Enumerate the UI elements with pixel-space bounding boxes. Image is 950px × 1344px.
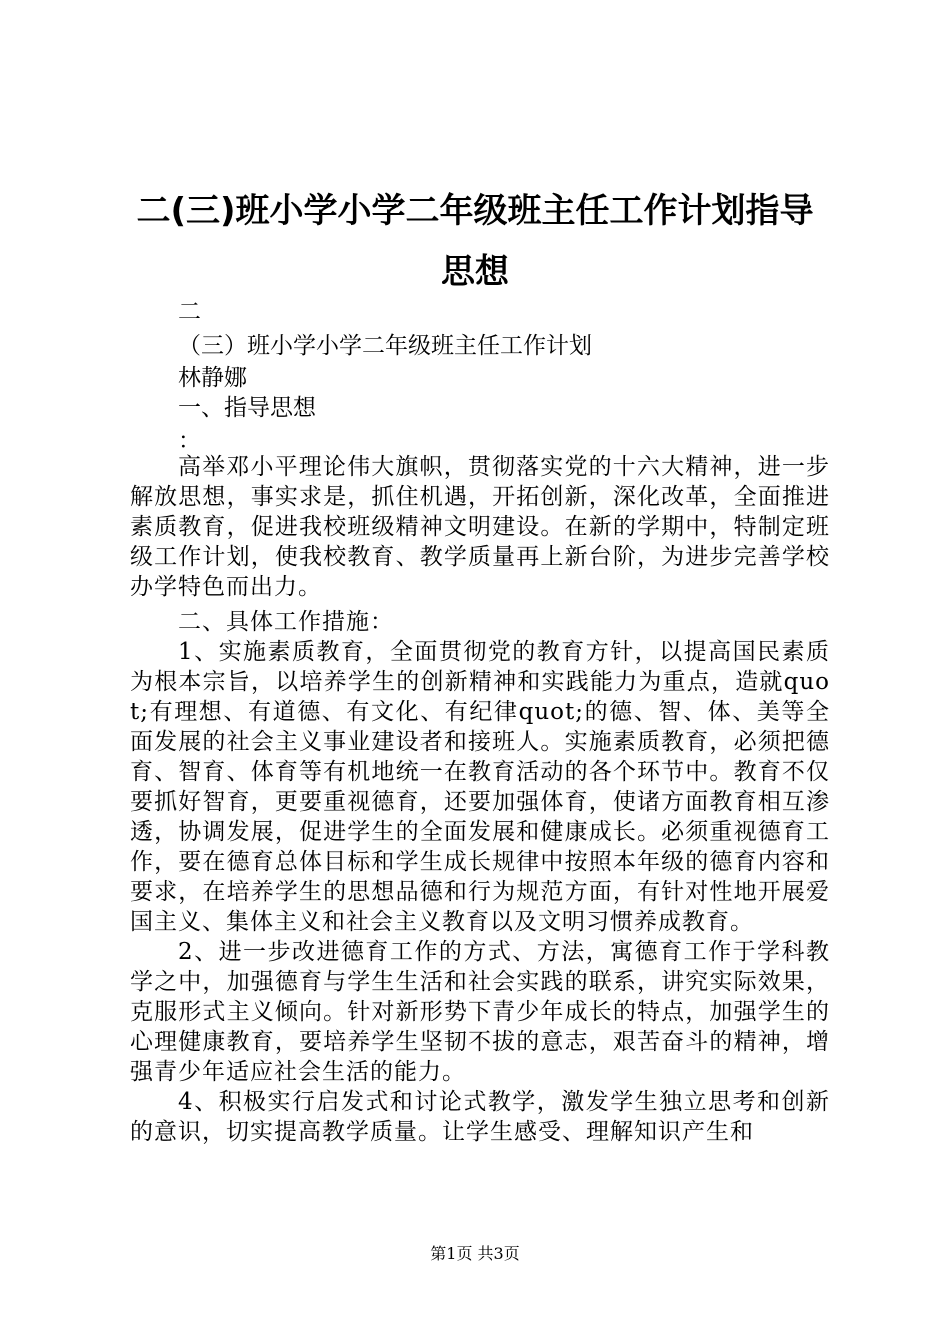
section-2-body <box>130 607 830 1147</box>
section-heading-guiding-thought: 一、指导思想 <box>178 395 316 421</box>
section-1-body <box>130 452 830 602</box>
document-title-line-1: 二(三)班小学小学二年级班主任工作计划指导 <box>136 191 814 231</box>
section-heading-work-measures: 二、具体工作措施： <box>178 609 394 635</box>
measure-paragraph-1: 1、实施素质教育，全面贯彻党的教育方针，以提高国民素质为根本宗旨，以培养学生的创新精神和实践能力为重点，造就quot;有理想、有道德、有文化、有纪律quot;的德、智、体、美等全面发展的社会主义事业建设者和接班人。实施素质教育，必须把德育、智育、体育等有机地统一在教育活动的各个环节中。教育不仅要抓好智育，更要重视德育，还要加强体育，使诸方面教育相互渗透，协调发展，促进学生的全面发展和健康成长。必须重视德育工作，要在德育总体目标和学生成长规律中按照本年级的德育内容和要求，在培养学生的思想品德和行为规范方面，有针对性地开展爱国主义、集体主义和社会主义教育以及文明习惯养成教育。 <box>130 639 830 935</box>
colon-line: ： <box>178 428 201 454</box>
measure-paragraph-4: 4、积极实行启发式和讨论式教学，激发学生独立思考和创新的意识，切实提高教学质量。让学生感受、理解知识产生和 <box>130 1089 830 1145</box>
author-name: 林静娜 <box>178 365 247 391</box>
class-label-line: 二 <box>178 299 201 325</box>
plan-subtitle: （三）班小学小学二年级班主任工作计划 <box>178 333 592 359</box>
page-footer: 第1页 共3页 <box>430 1244 520 1263</box>
measure-paragraph-2: 2、进一步改进德育工作的方式、方法，寓德育工作于学科教学之中，加强德育与学生生活和社会实践的联系，讲究实际效果，克服形式主义倾向。针对新形势下青少年成长的特点，加强学生的心理健康教育，要培养学生坚韧不拔的意志，艰苦奋斗的精神，增强青少年适应社会生活的能力。 <box>130 939 830 1085</box>
document-title-line-2: 思想 <box>441 252 509 292</box>
guiding-thought-paragraph: 高举邓小平理论伟大旗帜，贯彻落实党的十六大精神，进一步解放思想，事实求是，抓住机遇，开拓创新，深化改革，全面推进素质教育，促进我校班级精神文明建设。在新的学期中，特制定班级工作计划，使我校教育、教学质量再上新台阶，为进步完善学校办学特色而出力。 <box>130 454 830 600</box>
